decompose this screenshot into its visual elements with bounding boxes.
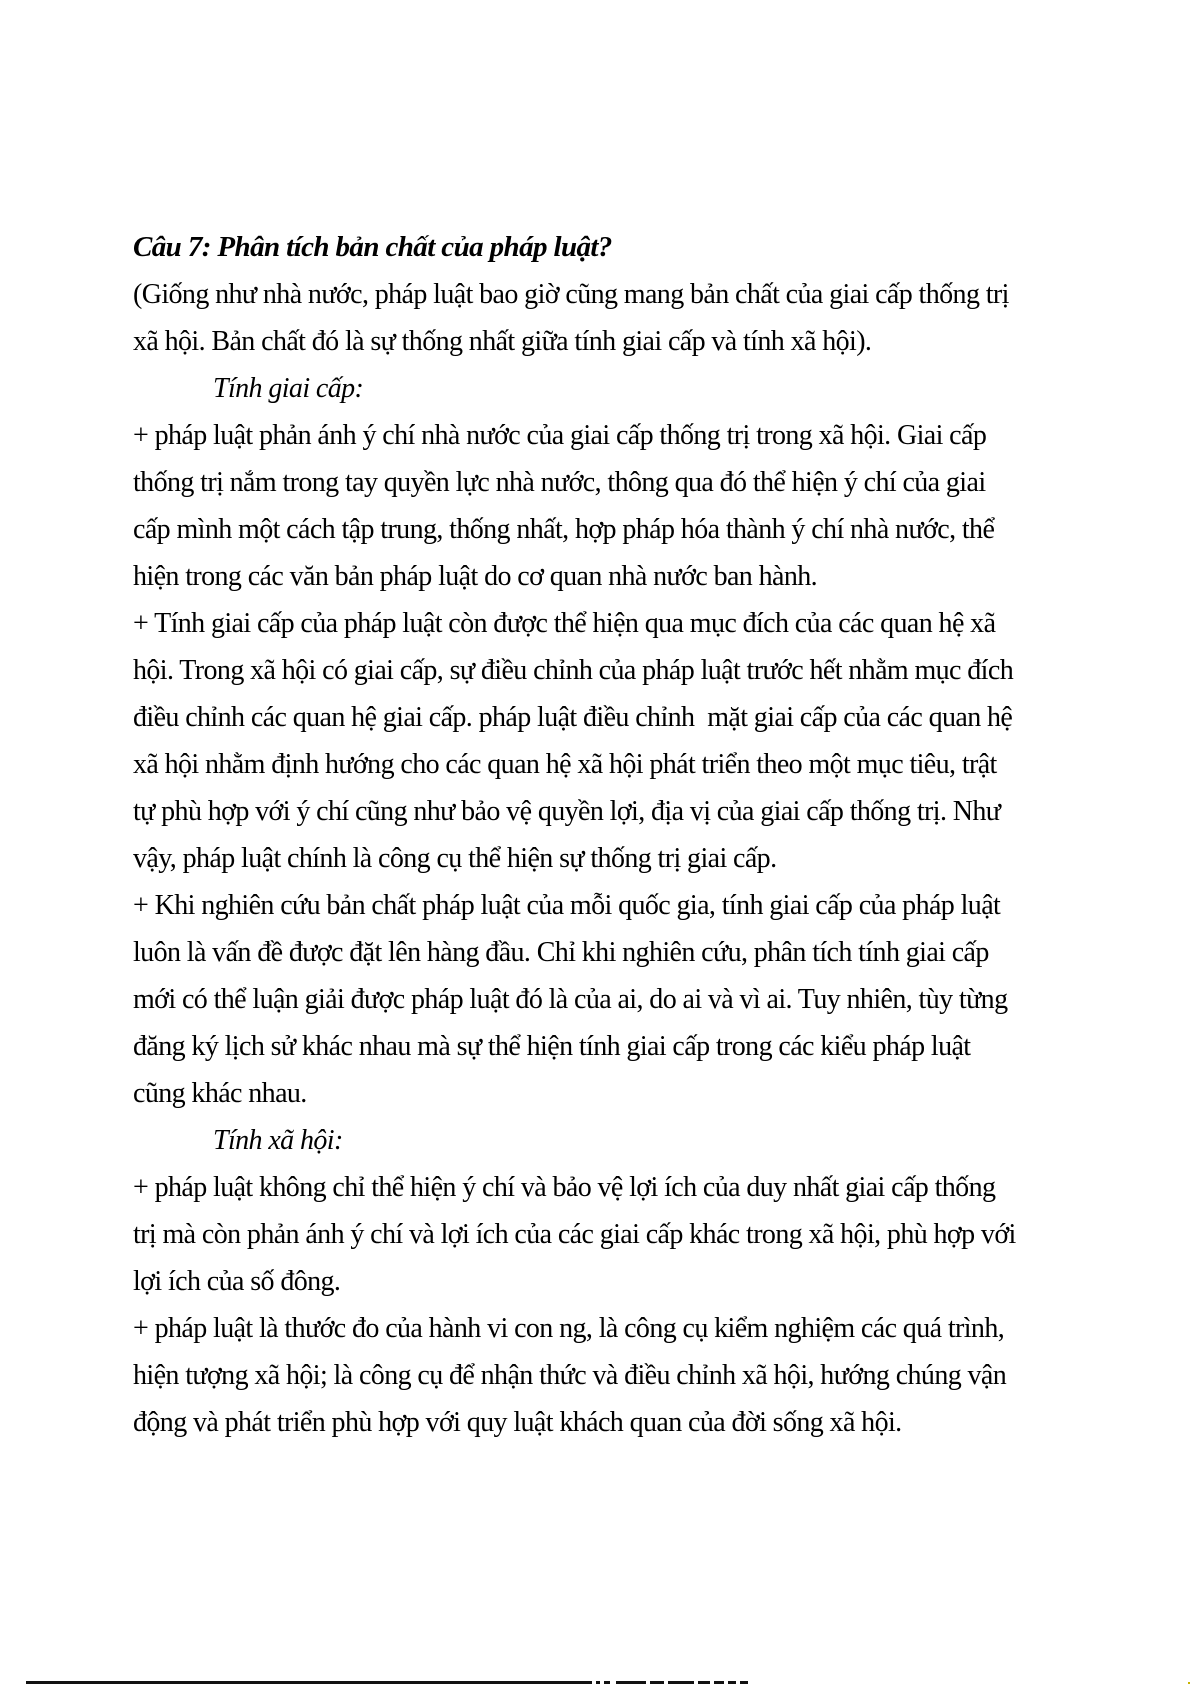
question-heading: Câu 7: Phân tích bản chất của pháp luật? bbox=[133, 231, 612, 263]
text-line: (Giống như nhà nước, pháp luật bao giờ cũng mang bản chất của giai cấp thống trị bbox=[133, 279, 1009, 310]
cutoff-line-segment bbox=[728, 1681, 736, 1684]
subheading-line: Tính xã hội: bbox=[213, 1125, 343, 1156]
text-line: + pháp luật là thước đo của hành vi con ng, là công cụ kiểm nghiệm các quá trình, bbox=[133, 1313, 1005, 1344]
cutoff-line-segment bbox=[714, 1681, 724, 1684]
text-line: lợi ích của số đông. bbox=[133, 1266, 341, 1297]
cutoff-line-segment bbox=[616, 1681, 646, 1684]
text-line: + pháp luật phản ánh ý chí nhà nước của giai cấp thống trị trong xã hội. Giai cấp bbox=[133, 420, 987, 451]
text-line: + pháp luật không chỉ thể hiện ý chí và bảo vệ lợi ích của duy nhất giai cấp thống bbox=[133, 1172, 996, 1203]
cutoff-line-segment bbox=[698, 1681, 710, 1684]
text-line: mới có thể luận giải được pháp luật đó là của ai, do ai và vì ai. Tuy nhiên, tùy từng bbox=[133, 984, 1008, 1015]
text-line: điều chỉnh các quan hệ giai cấp. pháp luật điều chỉnh mặt giai cấp của các quan hệ bbox=[133, 702, 1013, 733]
text-line: + Khi nghiên cứu bản chất pháp luật của mỗi quốc gia, tính giai cấp của pháp luật bbox=[133, 890, 1001, 921]
text-line: cũng khác nhau. bbox=[133, 1078, 307, 1109]
text-line: + Tính giai cấp của pháp luật còn được thể hiện qua mục đích của các quan hệ xã bbox=[133, 608, 996, 639]
cutoff-line-segment bbox=[26, 1681, 592, 1684]
text-line: hiện tượng xã hội; là công cụ để nhận thức và điều chỉnh xã hội, hướng chúng vận bbox=[133, 1360, 1007, 1391]
text-line: hội. Trong xã hội có giai cấp, sự điều chỉnh của pháp luật trước hết nhằm mục đích bbox=[133, 655, 1014, 686]
page-bottom-cutoff-line bbox=[0, 1680, 1191, 1685]
cutoff-line-segment bbox=[740, 1681, 748, 1684]
cutoff-line-segment bbox=[650, 1681, 664, 1684]
text-line: luôn là vấn đề được đặt lên hàng đầu. Chỉ khi nghiên cứu, phân tích tính giai cấp bbox=[133, 937, 989, 968]
cutoff-line-segment bbox=[596, 1681, 600, 1684]
text-line: đăng ký lịch sử khác nhau mà sự thể hiện tính giai cấp trong các kiểu pháp luật bbox=[133, 1031, 971, 1062]
cutoff-line-segment bbox=[604, 1681, 610, 1684]
text-line: hiện trong các văn bản pháp luật do cơ quan nhà nước ban hành. bbox=[133, 561, 818, 592]
text-line: thống trị nắm trong tay quyền lực nhà nước, thông qua đó thể hiện ý chí của giai bbox=[133, 467, 986, 498]
document-body bbox=[133, 224, 1133, 1446]
text-line: xã hội. Bản chất đó là sự thống nhất giữa tính giai cấp và tính xã hội). bbox=[133, 326, 872, 357]
text-line: cấp mình một cách tập trung, thống nhất, hợp pháp hóa thành ý chí nhà nước, thể bbox=[133, 514, 995, 545]
text-line: vậy, pháp luật chính là công cụ thể hiện sự thống trị giai cấp. bbox=[133, 843, 777, 874]
subheading-line: Tính giai cấp: bbox=[213, 373, 364, 404]
text-line: trị mà còn phản ánh ý chí và lợi ích của các giai cấp khác trong xã hội, phù hợp với bbox=[133, 1219, 1016, 1250]
text-line: xã hội nhằm định hướng cho các quan hệ xã hội phát triển theo một mục tiêu, trật bbox=[133, 749, 997, 780]
text-line: động và phát triển phù hợp với quy luật khách quan của đời sống xã hội. bbox=[133, 1407, 902, 1438]
text-line: tự phù hợp với ý chí cũng như bảo vệ quyền lợi, địa vị của giai cấp thống trị. Như bbox=[133, 796, 1001, 827]
corner-pixel-artifact bbox=[1188, 1682, 1190, 1684]
cutoff-line-segment bbox=[668, 1681, 694, 1684]
